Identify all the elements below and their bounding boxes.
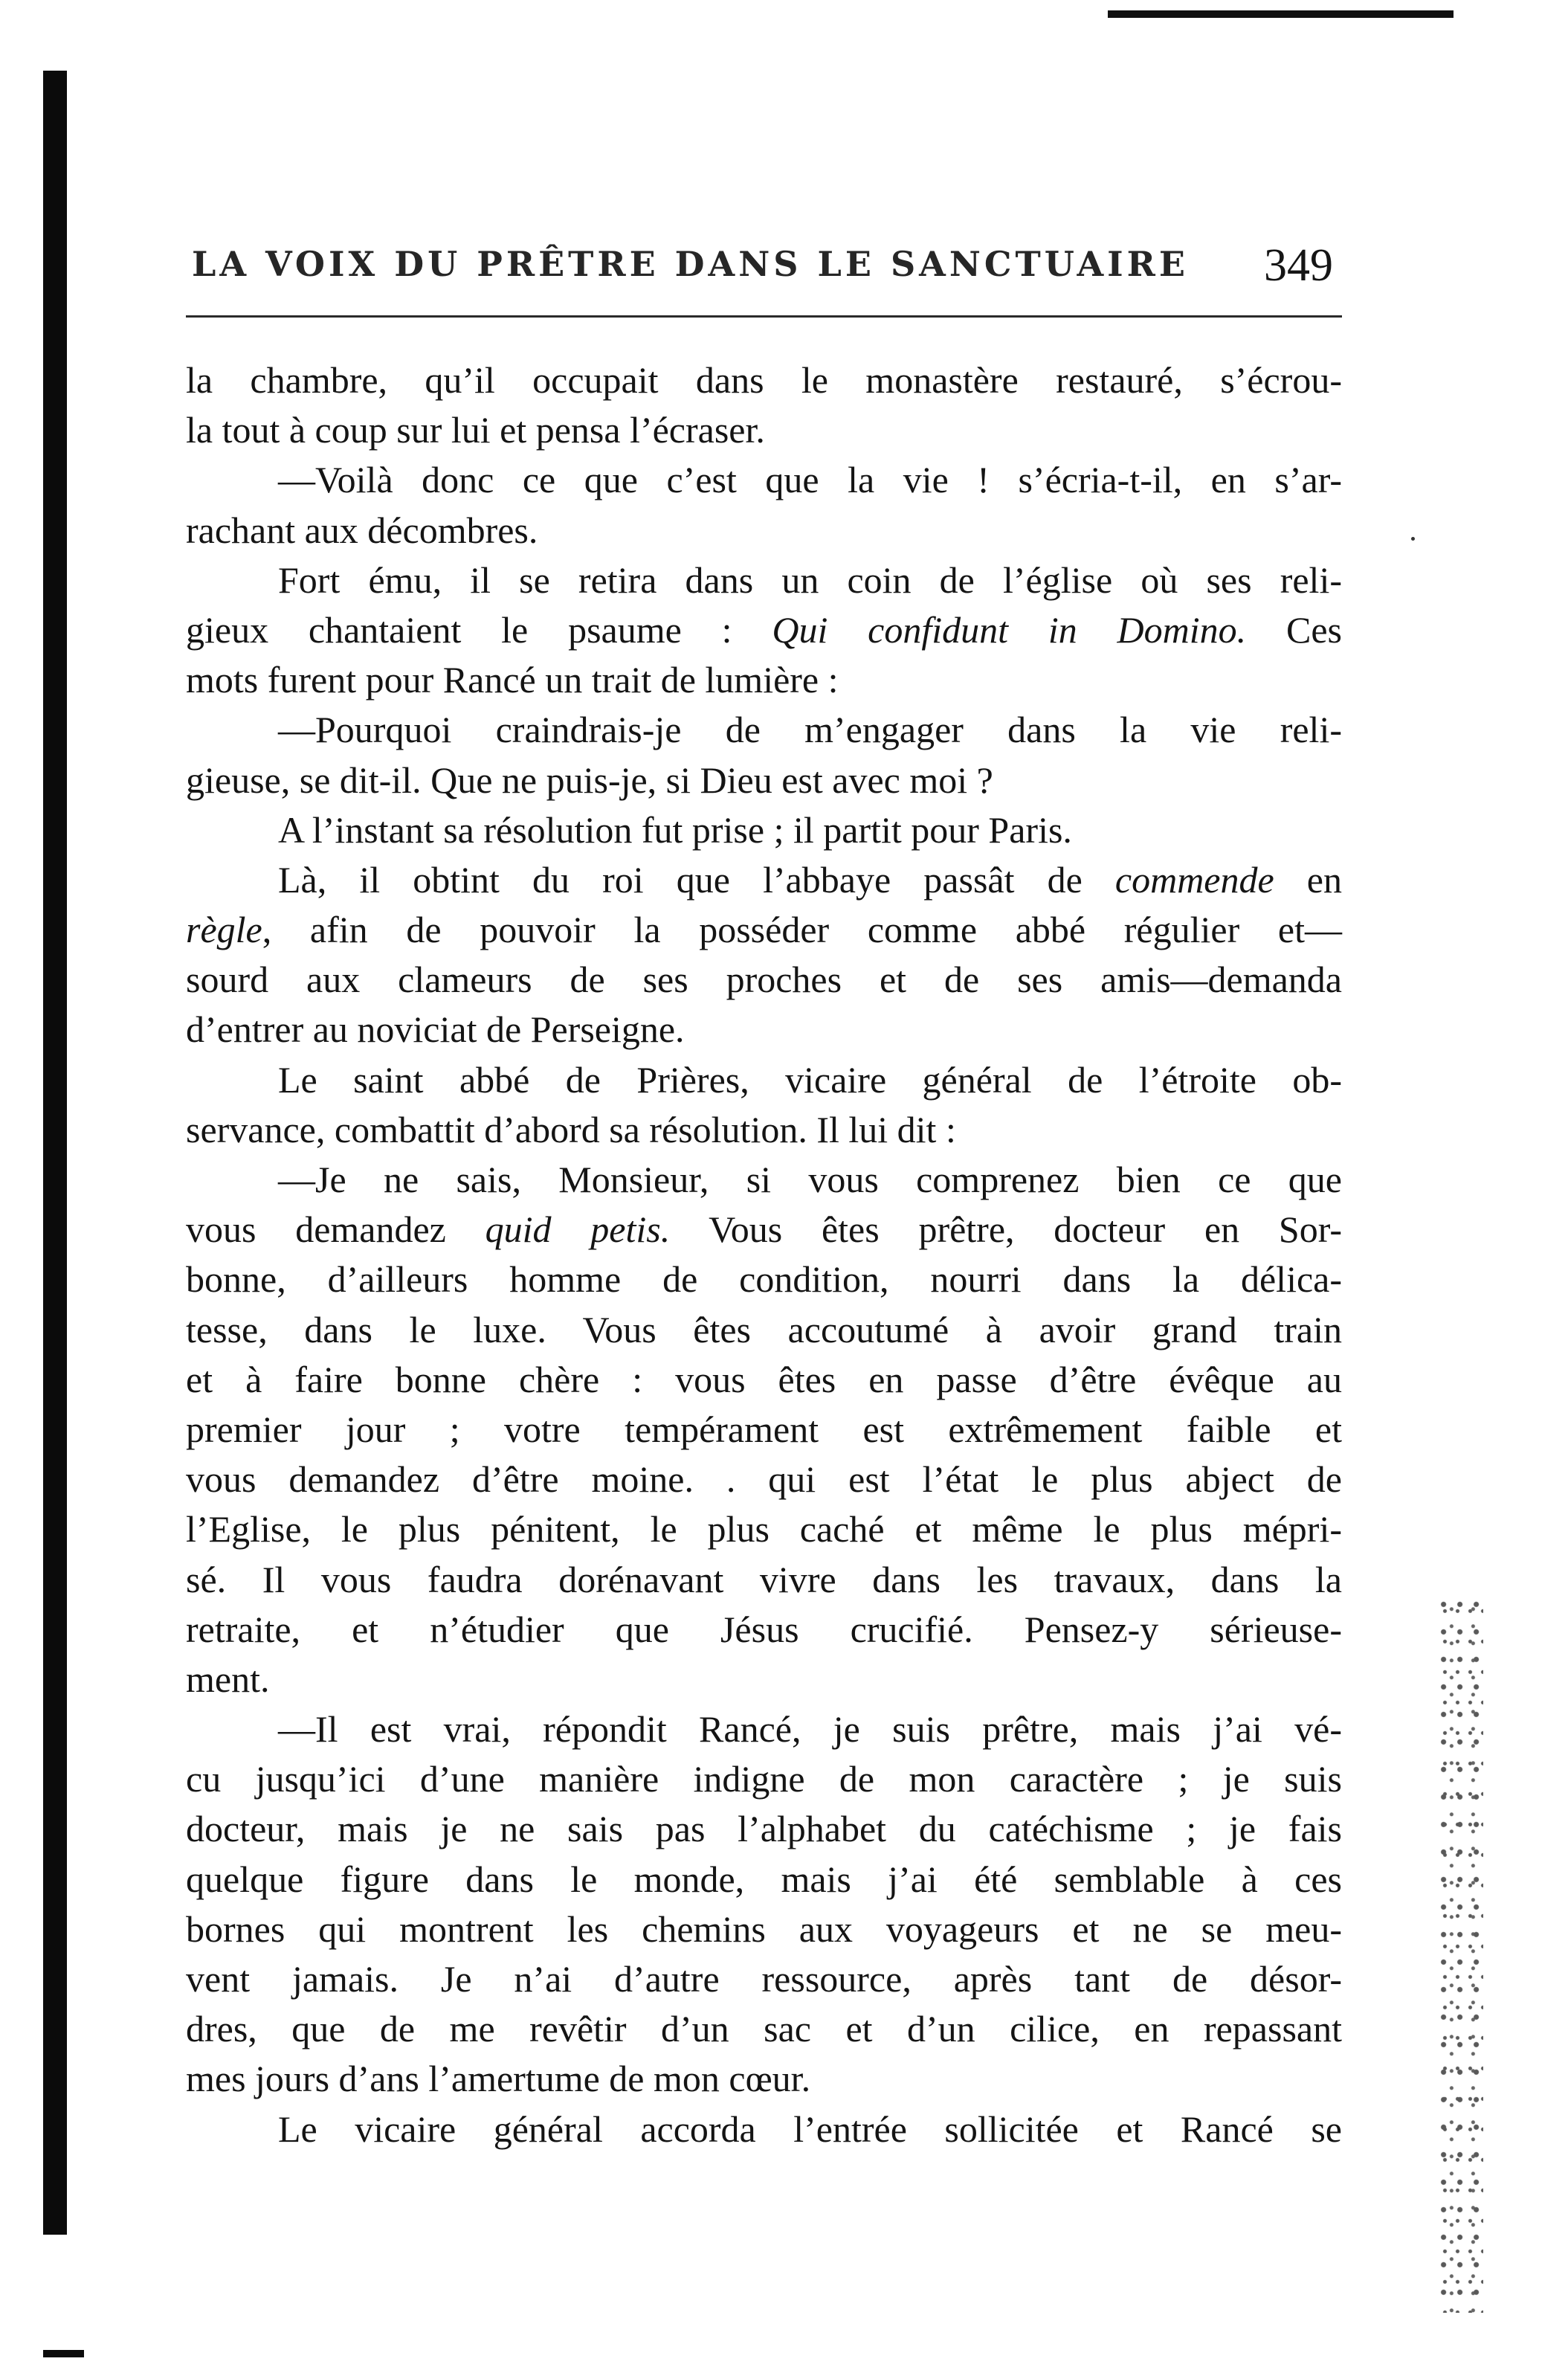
text-line: —Pourquoi craindrais-je de m’engager dans la vie reli- — [278, 709, 1342, 751]
text-line: docteur, mais je ne sais pas l’alphabet du catéchisme ; je fais — [186, 1808, 1342, 1850]
latin-quote: quid petis. — [485, 1208, 671, 1251]
running-head-title: LA VOIX DU PRÊTRE DANS LE SANCTUAIRE — [192, 244, 1189, 284]
text-line: sé. Il vous faudra dorénavant vivre dans les travaux, dans la — [186, 1558, 1342, 1600]
scan-speck — [1411, 537, 1415, 541]
page-number: 349 — [1264, 240, 1333, 291]
text-line: mots furent pour Rancé un trait de lumière : — [186, 659, 839, 701]
text-line: cu jusqu’ici d’une manière indigne de mon caractère ; je suis — [186, 1758, 1342, 1800]
text-line: l’Eglise, le plus pénitent, le plus caché et même le plus mépri- — [186, 1508, 1342, 1551]
text-line: Là, il obtint du roi que l’abbaye passât de commende en — [278, 858, 1342, 901]
header-rule — [186, 315, 1342, 318]
text-line: quelque figure dans le monde, mais j’ai été semblable à ces — [186, 1858, 1342, 1900]
text-line: bornes qui montrent les chemins aux voyageurs et ne se meu- — [186, 1907, 1342, 1950]
scan-binding-edge — [43, 71, 67, 2235]
text-line: —Voilà donc ce que c’est que la vie ! s’écria-t-il, en s’ar- — [278, 459, 1342, 501]
text-line: Le saint abbé de Prières, vicaire général de l’étroite ob- — [278, 1058, 1342, 1101]
body-text — [186, 355, 1342, 2154]
text-line: vent jamais. Je n’ai d’autre ressource, après tant de désor- — [186, 1958, 1342, 2000]
text-line: —Il est vrai, répondit Rancé, je suis prêtre, mais j’ai vé- — [278, 1708, 1342, 1751]
text-line: bonne, d’ailleurs homme de condition, nourri dans la délica- — [186, 1258, 1342, 1301]
text-line: gieux chantaient le psaume : Qui confidunt in Domino. Ces — [186, 608, 1342, 651]
text-line: ment. — [186, 1658, 270, 1700]
text-line: gieuse, se dit-il. Que ne puis-je, si Dieu est avec moi ? — [186, 759, 993, 801]
text-line: —Je ne sais, Monsieur, si vous comprenez bien ce que — [278, 1159, 1342, 1200]
text-line: la chambre, qu’il occupait dans le monastère restauré, s’écrou- — [186, 359, 1342, 401]
italic-term: commende — [1114, 858, 1274, 901]
text-line: dres, que de me revêtir d’un sac et d’un cilice, en repassant — [186, 2008, 1342, 2050]
latin-quote: Qui confidunt in Domino. — [772, 608, 1247, 651]
text-line: mes jours d’ans l’amertume de mon cœur. — [186, 2058, 811, 2100]
text-line: d’entrer au noviciat de Perseigne. — [186, 1008, 685, 1051]
text-line: servance, combattit d’abord sa résolution. Il lui dit : — [186, 1108, 956, 1150]
italic-term: règle — [186, 909, 262, 951]
text-line: la tout à coup sur lui et pensa l’écraser. — [186, 409, 765, 451]
text-line: Le vicaire général accorda l’entrée sollicitée et Rancé se — [278, 2108, 1342, 2150]
scan-bleed-through — [1439, 1599, 1483, 2313]
text-line: et à faire bonne chère : vous êtes en passe d’être évêque au — [186, 1358, 1342, 1400]
text-line: vous demandez d’être moine. . qui est l’état le plus abject de — [186, 1458, 1342, 1501]
text-line: rachant aux décombres. — [186, 509, 538, 551]
text-line: vous demandez quid petis. Vous êtes prêtre, docteur en Sor- — [186, 1208, 1343, 1251]
scan-binding-foot — [43, 2350, 84, 2357]
running-head — [192, 238, 1340, 297]
text-line: tesse, dans le luxe. Vous êtes accoutumé à avoir grand train — [186, 1308, 1342, 1350]
text-line: A l’instant sa résolution fut prise ; il partit pour Paris. — [278, 808, 1072, 851]
text-line: Fort ému, il se retira dans un coin de l’église où ses reli- — [278, 558, 1342, 601]
scan-top-rule — [1108, 10, 1454, 18]
text-line: retraite, et n’étudier que Jésus crucifié. Pensez-y sérieuse- — [186, 1608, 1342, 1650]
text-line: règle, afin de pouvoir la posséder comme abbé régulier et— — [186, 909, 1342, 951]
text-line: premier jour ; votre tempérament est extrêmement faible et — [186, 1408, 1342, 1450]
text-line: sourd aux clameurs de ses proches et de ses amis—demanda — [186, 959, 1342, 1001]
